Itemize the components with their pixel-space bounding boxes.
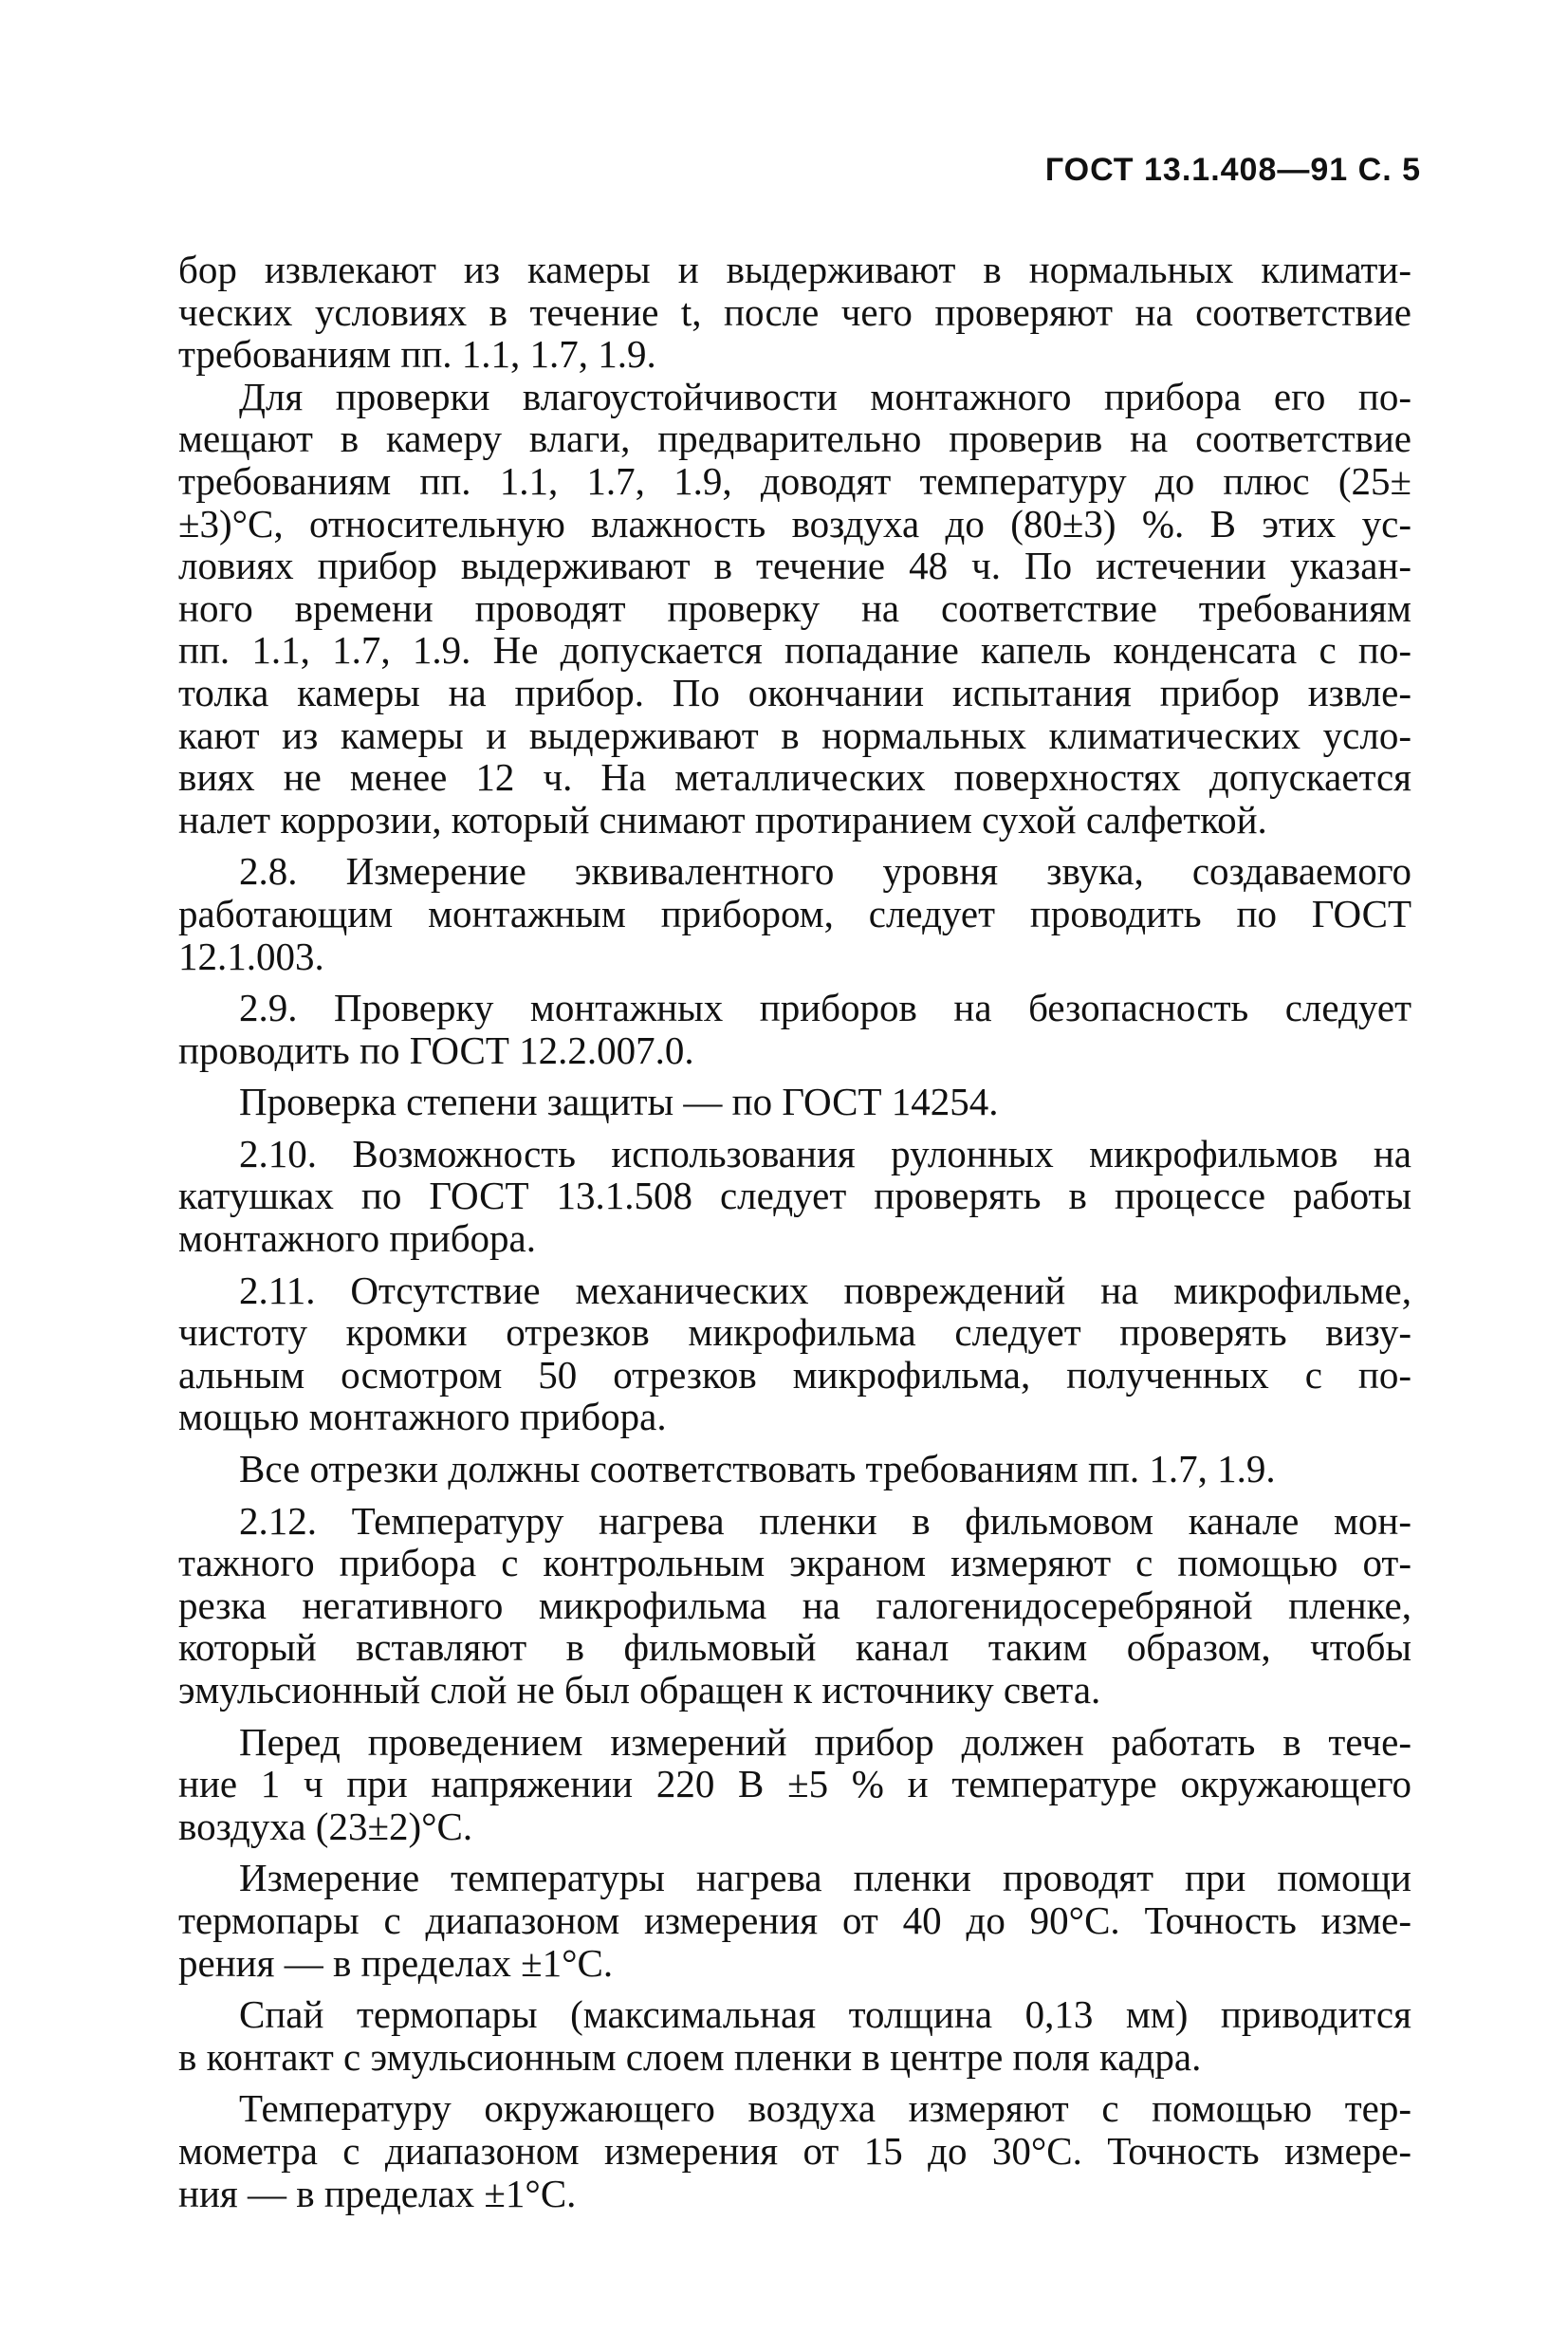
text-line: катушках по ГОСТ 13.1.508 следует проверять в процессе работы [178,1174,1411,1218]
text-line: толка камеры на прибор. По окончании испытания прибор извле- [178,670,1411,714]
text-line: Измерение температуры нагрева пленки проводят при помощи [239,1856,1411,1900]
text-line: мометра с диапазоном измерения от 15 до 30°С. Точность измере- [178,2128,1411,2173]
text-line: который вставляют в фильмовый канал таким образом, чтобы [178,1625,1411,1670]
text-line: мещают в камеру влаги, предварительно проверив на соответствие [178,417,1411,461]
text-line: ловиях прибор выдерживают в течение 48 ч. По истечении указан- [178,544,1411,588]
text-line: ние 1 ч при напряжении 220 В ±5 % и температуре окружающего [178,1762,1411,1806]
text-line: альным осмотром 50 отрезков микрофильма, полученных с по- [178,1352,1411,1397]
text-line: эмульсионный слой не был обращен к источнику света. [178,1668,1101,1712]
text-line: пп. 1.1, 1.7, 1.9. Не допускается попадание капель конденсата с по- [178,628,1411,673]
paragraph-pre-measurement [178,1721,1411,1848]
text-line: виях не менее 12 ч. На металлических поверхностях допускается [178,755,1411,800]
paragraph-2-11 [178,1269,1411,1438]
text-line: 2.9. Проверку монтажных приборов на безопасность следует [239,986,1411,1030]
text-line: 2.8. Измерение эквивалентного уровня звука, создаваемого [239,849,1411,894]
text-line: бор извлекают из камеры и выдерживают в нормальных климати- [178,248,1411,291]
paragraph-thermocouple-range [178,1857,1411,1984]
paragraph-2-10 [178,1133,1411,1260]
text-line: воздуха (23±2)°С. [178,1804,473,1848]
text-line: термопары с диапазоном измерения от 40 до 90°С. Точность изме- [178,1897,1411,1942]
text-line: налет коррозии, который снимают протиранием сухой салфеткой. [178,797,1267,842]
text-line: Все отрезки должны соответствовать требованиям пп. 1.7, 1.9. [239,1447,1276,1491]
text-line: ±3)°С, относительную влажность воздуха до (80±3) %. В этих ус- [178,501,1411,546]
text-line: рения — в пределах ±1°С. [178,1940,614,1985]
text-line: чистоту кромки отрезков микрофильма следует проверять визу- [178,1310,1411,1355]
body-text [178,249,1411,2214]
text-line: 2.11. Отсутствие механических повреждений на микрофильме, [239,1268,1411,1312]
text-line: ного времени проводят проверку на соответствие требованиям [178,585,1411,630]
running-header: ГОСТ 13.1.408—91 С. 5 [1044,152,1421,188]
text-line: 2.12. Температуру нагрева пленки в фильмовом канале мон- [239,1498,1411,1543]
text-line: тажного прибора с контрольным экраном измеряют с помощью от- [178,1541,1411,1585]
text-line: Для проверки влагоустойчивости монтажного прибора его по- [239,374,1411,418]
paragraph-segments-requirements [178,1448,1411,1490]
paragraph-2-9 [178,987,1411,1071]
paragraph-ambient-temperature [178,2087,1411,2214]
paragraph-protection-degree [178,1081,1411,1123]
text-line: ния — в пределах ±1°С. [178,2171,577,2215]
paragraph-thermocouple-junction [178,1993,1411,2078]
text-line: проводить по ГОСТ 12.2.007.0. [178,1027,694,1072]
text-line: ческих условиях в течение t, после чего проверяют на соответствие [178,289,1411,334]
text-line: работающим монтажным прибором, следует проводить по ГОСТ [178,891,1411,935]
text-line: в контакт с эмульсионным слоем пленки в центре поля кадра. [178,2034,1202,2079]
paragraph-continuation [178,249,1411,376]
text-line: 2.10. Возможность использования рулонных микрофильмов на [239,1131,1411,1176]
text-line: требованиям пп. 1.1, 1.7, 1.9. [178,332,656,377]
text-line: 12.1.003. [178,934,324,978]
paragraph-2-8 [178,850,1411,977]
paragraph-2-12 [178,1500,1411,1712]
text-line: кают из камеры и выдерживают в нормальных климатических усло- [178,713,1411,757]
text-line: мощью монтажного прибора. [178,1395,667,1439]
text-line: Спай термопары (максимальная толщина 0,13 мм) приводится [239,1992,1411,2037]
text-line: Перед проведением измерений прибор должен работать в тече- [239,1719,1411,1764]
text-line: Проверка степени защиты — по ГОСТ 14254. [239,1080,999,1124]
text-line: Температуру окружающего воздуха измеряют с помощью тер- [239,2086,1411,2131]
paragraph-humidity-test [178,376,1411,842]
text-line: требованиям пп. 1.1, 1.7, 1.9, доводят температуру до плюс (25± [178,458,1411,503]
text-line: резка негативного микрофильма на галогенидосеребряной пленке, [178,1583,1411,1627]
text-line: монтажного прибора. [178,1216,537,1261]
